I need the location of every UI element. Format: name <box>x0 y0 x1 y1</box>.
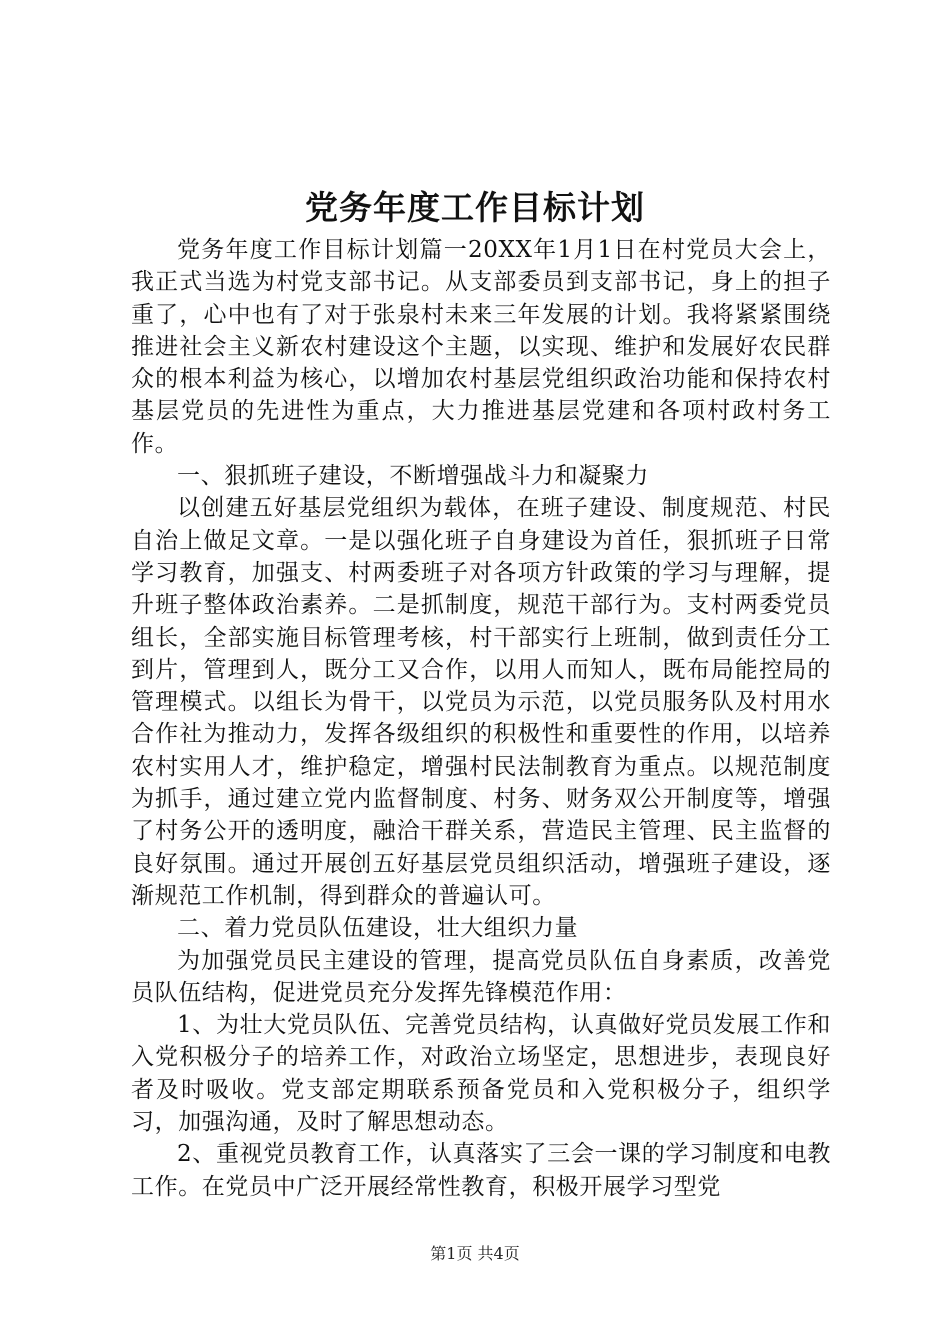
paragraph-item-2: 2、重视党员教育工作，认真落实了三会一课的学习制度和电教工作。在党员中广泛开展经常性教育，积极开展学习型党 <box>131 1141 831 1200</box>
paragraph-intro: 党务年度工作目标计划篇一20XX年1月1日在村党员大会上，我正式当选为村党支部书记。从支部委员到支部书记，身上的担子重了，心中也有了对于张泉村未来三年发展的计划。我将紧紧围绕推进社会主义新农村建设这个主题，以实现、维护和发展好农民群众的根本利益为核心，以增加农村基层党组织政治功能和保持农村基层党员的先进性为重点，大力推进基层党建和各项村政村务工作。 <box>131 237 831 457</box>
section-heading-1: 一、狠抓班子建设，不断增强战斗力和凝聚力 <box>177 463 649 490</box>
page-footer: 第1页 共4页 <box>430 1244 520 1263</box>
paragraph-section-1: 以创建五好基层党组织为载体，在班子建设、制度规范、村民自治上做足文章。一是以强化班子自身建设为首任，狠抓班子日常学习教育，加强支、村两委班子对各项方针政策的学习与理解，提升班子整体政治素养。二是抓制度，规范干部行为。支村两委党员组长，全部实施目标管理考核，村干部实行上班制，做到责任分工到片，管理到人，既分工又合作，以用人而知人，既布局能控局的管理模式。以组长为骨干，以党员为示范，以党员服务队及村用水合作社为推动力，发挥各级组织的积极性和重要性的作用，以培养农村实用人才，维护稳定，增强村民法制教育为重点。以规范制度为抓手，通过建立党内监督制度、村务、财务双公开制度等，增强了村务公开的透明度，融洽干群关系，营造民主管理、民主监督的良好氛围。通过开展创五好基层党员组织活动，增强班子建设，逐渐规范工作机制，得到群众的普遍认可。 <box>131 495 831 909</box>
document-title: 党务年度工作目标计划 <box>305 188 645 227</box>
paragraph-item-1: 1、为壮大党员队伍、完善党员结构，认真做好党员发展工作和入党积极分子的培养工作，对政治立场坚定，思想进步，表现良好者及时吸收。党支部定期联系预备党员和入党积极分子，组织学习，加强沟通，及时了解思想动态。 <box>131 1012 831 1136</box>
section-heading-2: 二、着力党员队伍建设，壮大组织力量 <box>177 915 579 942</box>
document-body <box>131 234 831 1203</box>
paragraph-section-2-intro: 为加强党员民主建设的管理，提高党员队伍自身素质，改善党员队伍结构，促进党员充分发挥先锋模范作用： <box>131 947 831 1006</box>
